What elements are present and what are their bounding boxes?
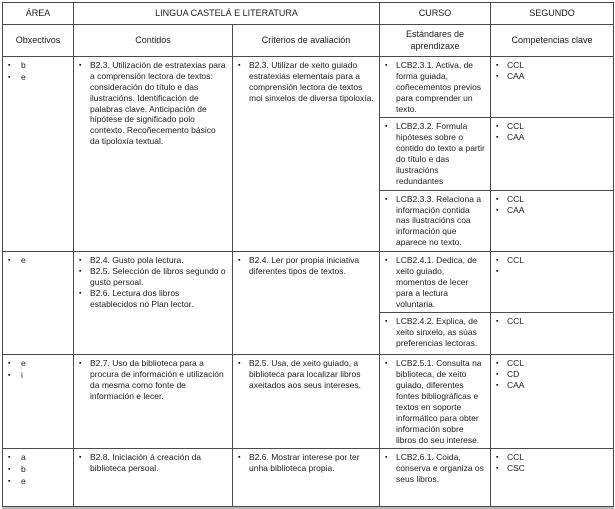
bullet-item bbox=[496, 71, 608, 82]
item-text: CCL bbox=[507, 316, 525, 327]
square-bullet-icon: ▪ bbox=[238, 454, 241, 462]
square-bullet-icon: ▪ bbox=[385, 318, 388, 326]
item-text: CAA bbox=[507, 380, 525, 391]
bullet-item bbox=[385, 316, 485, 349]
curriculum-table bbox=[2, 2, 614, 507]
square-bullet-icon: ▪ bbox=[8, 360, 11, 368]
estandar-cell bbox=[380, 252, 491, 313]
bullet-item bbox=[79, 60, 227, 147]
item-text: CSC bbox=[507, 463, 525, 474]
square-bullet-icon: ▪ bbox=[79, 454, 82, 462]
item-text: LCB2.4.1. Dedica, de xeito guiado, momentos de lecer para a lectura voluntaria. bbox=[396, 255, 477, 309]
competencias-cell bbox=[491, 118, 614, 190]
criterios-cell bbox=[233, 57, 380, 252]
contidos-cell bbox=[74, 355, 233, 449]
square-bullet-icon: ▪ bbox=[8, 478, 11, 486]
item-text: CCL bbox=[507, 452, 525, 463]
bullet-item bbox=[496, 463, 608, 474]
square-bullet-icon: ▪ bbox=[8, 257, 11, 265]
item-text: CCL bbox=[507, 358, 525, 369]
standard-row bbox=[3, 57, 614, 118]
square-bullet-icon: ▪ bbox=[385, 123, 388, 131]
contidos-cell bbox=[74, 57, 233, 252]
bullet-item bbox=[79, 255, 227, 266]
square-bullet-icon: ▪ bbox=[79, 360, 82, 368]
obxectivos-cell bbox=[3, 57, 74, 252]
bullet-item bbox=[79, 358, 227, 402]
item-text: CCL bbox=[507, 193, 525, 204]
item-text: LCB2.6.1. Coida, conserva e organiza os seus libros. bbox=[396, 452, 484, 485]
bullet-item bbox=[385, 358, 485, 445]
square-bullet-icon: ▪ bbox=[79, 289, 82, 297]
bullet-item bbox=[496, 132, 608, 143]
item-text bbox=[507, 266, 608, 275]
bullet-item bbox=[79, 452, 227, 474]
standard-row bbox=[3, 449, 614, 507]
square-bullet-icon: ▪ bbox=[496, 454, 499, 462]
item-text: CAA bbox=[507, 204, 525, 215]
item-text: B2.4. Ler por propia iniciativa diferentes tipos de textos. bbox=[249, 255, 360, 276]
square-bullet-icon: ▪ bbox=[385, 195, 388, 203]
item-text: B2.3. Utilizar de xeito guiado estratexias elementais para a comprensión lectora de textos moi sinxelos de diversa tipoloxía. bbox=[249, 60, 374, 103]
bullet-item bbox=[385, 194, 485, 248]
bullet-item bbox=[496, 316, 608, 327]
criterios-cell bbox=[233, 355, 380, 449]
bullet-item bbox=[8, 476, 68, 487]
item-text: b bbox=[21, 60, 26, 71]
bullet-item bbox=[496, 194, 608, 205]
item-text: i bbox=[21, 370, 23, 381]
competencias-cell bbox=[491, 313, 614, 355]
item-text: LCB2.3.1. Activa, de forma guiada, coñecementos previos para comprender un texto. bbox=[396, 60, 482, 114]
item-text: CAA bbox=[507, 132, 525, 143]
bullet-item bbox=[385, 452, 485, 485]
item-text: B2.5. Usa, de xeito guiado, a biblioteca para localizar libros axeitados aos seus intereses. bbox=[249, 358, 361, 391]
square-bullet-icon: ▪ bbox=[496, 382, 499, 390]
bullet-item bbox=[8, 255, 68, 266]
competencias-cell bbox=[491, 449, 614, 507]
bullet-item bbox=[8, 452, 68, 463]
bullet-item bbox=[496, 380, 608, 391]
square-bullet-icon: ▪ bbox=[496, 360, 499, 368]
bullet-item bbox=[238, 358, 374, 391]
square-bullet-icon: ▪ bbox=[79, 268, 82, 276]
square-bullet-icon: ▪ bbox=[385, 454, 388, 462]
estandar-cell bbox=[380, 355, 491, 449]
bullet-item bbox=[385, 255, 485, 309]
col-header-criterios: Criterios de avaliación bbox=[233, 25, 380, 57]
bullet-item bbox=[496, 266, 608, 277]
item-text: b bbox=[21, 464, 26, 475]
item-text: CAA bbox=[507, 71, 525, 82]
header-nivel: SEGUNDO bbox=[491, 3, 614, 25]
square-bullet-icon: ▪ bbox=[496, 371, 499, 379]
col-header-contidos: Contidos bbox=[74, 25, 233, 57]
criterios-cell bbox=[233, 252, 380, 355]
obxectivos-cell bbox=[3, 252, 74, 355]
item-text: B2.3. Utilización de estratexias para a comprensión lectora de textos: consideración do título e das ilustracións. Identificación de palabras clave. Anticipación de hipótese de significado polo contexto. Recoñecemento básico da tipoloxía textual. bbox=[90, 60, 226, 147]
item-text: B2.7. Uso da biblioteca para a procura de información e utilización da mesma como fonte de información e lecer. bbox=[90, 358, 224, 402]
item-text: e bbox=[21, 358, 26, 369]
item-text: CCL bbox=[507, 121, 525, 132]
square-bullet-icon: ▪ bbox=[8, 62, 11, 70]
item-text: B2.6. Mostrar interese por ter unha biblioteca propia. bbox=[249, 452, 360, 474]
square-bullet-icon: ▪ bbox=[8, 372, 11, 380]
bullet-item bbox=[496, 369, 608, 380]
bullet-item bbox=[238, 255, 374, 277]
standard-row bbox=[3, 252, 614, 313]
header-area: ÁREA bbox=[3, 3, 74, 25]
square-bullet-icon: ▪ bbox=[8, 466, 11, 474]
item-text: e bbox=[21, 255, 26, 266]
item-text: B2.8. Iniciación á creación da biblioteca persoal. bbox=[90, 452, 202, 474]
header-row-columns bbox=[3, 25, 614, 57]
square-bullet-icon: ▪ bbox=[385, 360, 388, 368]
standard-row bbox=[3, 355, 614, 449]
square-bullet-icon: ▪ bbox=[8, 454, 11, 462]
criterios-cell bbox=[233, 449, 380, 507]
square-bullet-icon: ▪ bbox=[496, 465, 499, 473]
item-text: LCB2.4.2. Explica, de xeito sinxelo, as súas preferencias lectoras. bbox=[396, 316, 478, 349]
square-bullet-icon: ▪ bbox=[238, 62, 241, 70]
bullet-item bbox=[79, 266, 227, 288]
col-header-estandares: Estándares de aprendizaxe bbox=[380, 25, 491, 57]
square-bullet-icon: ▪ bbox=[496, 257, 499, 265]
square-bullet-icon: ▪ bbox=[496, 123, 499, 131]
col-header-obxectivos: Obxectivos bbox=[3, 25, 74, 57]
bullet-item bbox=[496, 358, 608, 369]
item-text: CD bbox=[507, 369, 520, 380]
header-curso: CURSO bbox=[380, 3, 491, 25]
estandar-cell bbox=[380, 313, 491, 355]
estandar-cell bbox=[380, 57, 491, 118]
bullet-item bbox=[8, 60, 68, 71]
item-text: e bbox=[21, 72, 26, 83]
square-bullet-icon: ▪ bbox=[496, 62, 499, 70]
square-bullet-icon: ▪ bbox=[79, 257, 82, 265]
bullet-item bbox=[8, 370, 68, 381]
item-text: B2.5. Selección de libros segundo o gusto persoal. bbox=[90, 266, 226, 287]
square-bullet-icon: ▪ bbox=[496, 318, 499, 326]
competencias-cell bbox=[491, 355, 614, 449]
item-text: LCB2.3.2. Formula hipóteses sobre o contido do texto a partir do título e das ilustracións redundantes bbox=[396, 121, 485, 186]
bullet-item bbox=[496, 60, 608, 71]
obxectivos-cell bbox=[3, 355, 74, 449]
bullet-item bbox=[496, 452, 608, 463]
square-bullet-icon: ▪ bbox=[385, 62, 388, 70]
bullet-item bbox=[79, 288, 227, 310]
bullet-item bbox=[8, 464, 68, 475]
square-bullet-icon: ▪ bbox=[385, 257, 388, 265]
estandar-cell bbox=[380, 118, 491, 190]
item-text: CCL bbox=[507, 60, 525, 71]
header-subject: LINGUA CASTELÁ E LITERATURA bbox=[74, 3, 380, 25]
item-text: LCB2.5.1. Consulta na biblioteca, de xeito guiado, diferentes fontes bibliográficas e textos en soporte informático para obter información sobre libros do seu interese. bbox=[396, 358, 482, 445]
item-text: a bbox=[21, 452, 26, 463]
square-bullet-icon: ▪ bbox=[8, 74, 11, 82]
obxectivos-cell bbox=[3, 449, 74, 507]
competencias-cell bbox=[491, 57, 614, 118]
bullet-item bbox=[238, 60, 374, 104]
square-bullet-icon: ▪ bbox=[496, 206, 499, 214]
bullet-item bbox=[8, 358, 68, 369]
bullet-item bbox=[496, 205, 608, 216]
item-text: B2.6. Lectura dos libros establecidos no Plan lector. bbox=[90, 287, 194, 309]
item-text: LCB2.3.3. Relaciona a información contida nas ilustracións coa información que aparece no texto. bbox=[396, 193, 482, 248]
bullet-item bbox=[8, 72, 68, 83]
square-bullet-icon: ▪ bbox=[238, 360, 241, 368]
bullet-item bbox=[238, 452, 374, 474]
bullet-item bbox=[496, 121, 608, 132]
square-bullet-icon: ▪ bbox=[496, 268, 499, 276]
bullet-item bbox=[385, 60, 485, 114]
header-row-top bbox=[3, 3, 614, 25]
square-bullet-icon: ▪ bbox=[496, 134, 499, 142]
bullet-item bbox=[385, 121, 485, 186]
item-text: B2.4. Gusto pola lectura. bbox=[90, 255, 184, 266]
square-bullet-icon: ▪ bbox=[496, 195, 499, 203]
contidos-cell bbox=[74, 252, 233, 355]
square-bullet-icon: ▪ bbox=[496, 73, 499, 81]
estandar-cell bbox=[380, 190, 491, 251]
square-bullet-icon: ▪ bbox=[79, 62, 82, 70]
square-bullet-icon: ▪ bbox=[238, 257, 241, 265]
contidos-cell bbox=[74, 449, 233, 507]
item-text: e bbox=[21, 476, 26, 487]
col-header-competencias: Competencias clave bbox=[491, 25, 614, 57]
competencias-cell bbox=[491, 252, 614, 313]
estandar-cell bbox=[380, 449, 491, 507]
bullet-item bbox=[496, 255, 608, 266]
item-text: CCL bbox=[507, 255, 525, 266]
competencias-cell bbox=[491, 190, 614, 251]
